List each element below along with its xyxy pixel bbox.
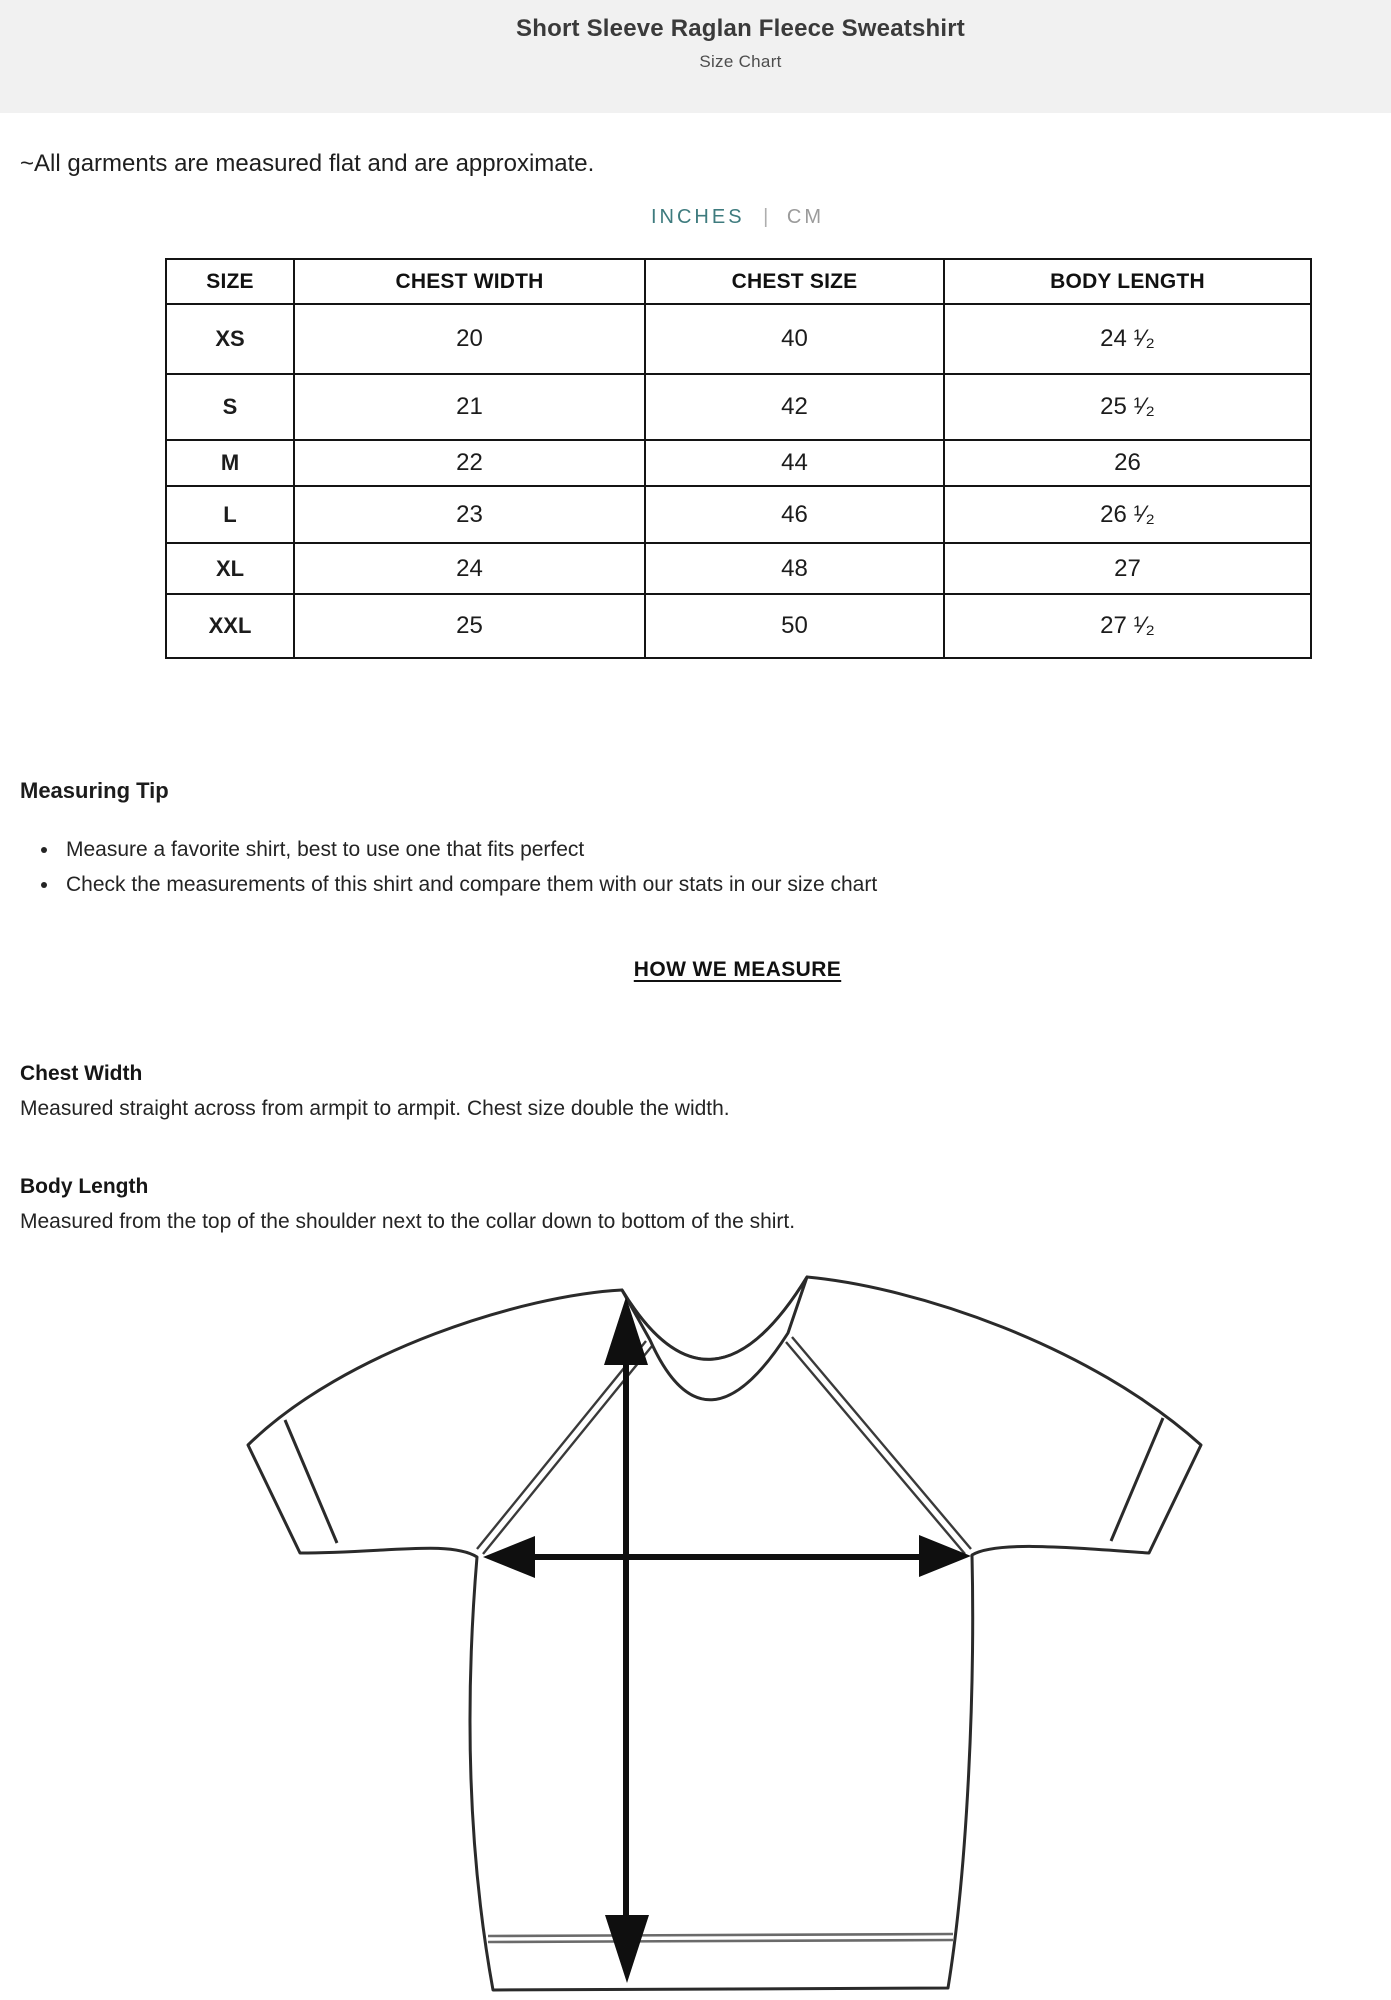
cell-chest-width: 20 (294, 304, 645, 374)
raglan-sweatshirt-diagram (185, 1265, 1245, 2000)
col-header-chest-width: CHEST WIDTH (294, 259, 645, 304)
cell-chest-size: 42 (645, 374, 944, 440)
raglan-sweatshirt-outline (248, 1277, 1201, 1990)
header-bar (0, 0, 1391, 113)
measuring-tip-heading: Measuring Tip (20, 778, 169, 803)
table-row (166, 440, 1311, 486)
cell-chest-size: 44 (645, 440, 944, 486)
measuring-tip-item: • Check the measurements of this shirt and compare them with our stats in our size chart (60, 873, 877, 897)
cell-body-length: 24 ¹⁄₂ (944, 304, 1311, 374)
how-we-measure-heading: HOW WE MEASURE (633, 958, 842, 981)
col-header-chest-size: CHEST SIZE (645, 259, 944, 304)
table-row (166, 486, 1311, 543)
cell-size: S (166, 374, 294, 440)
tab-inches[interactable]: INCHES (650, 206, 745, 228)
measurement-note: ~All garments are measured flat and are approximate. (20, 150, 595, 177)
measuring-tip-list (60, 838, 877, 908)
cell-chest-size: 50 (645, 594, 944, 658)
page-title: Short Sleeve Raglan Fleece Sweatshirt (516, 15, 965, 42)
how-we-measure-section (165, 958, 1310, 982)
col-header-body-length: BODY LENGTH (944, 259, 1311, 304)
col-header-size: SIZE (166, 259, 294, 304)
unit-divider: | (763, 206, 769, 228)
cell-size: M (166, 440, 294, 486)
cell-body-length: 26 ¹⁄₂ (944, 486, 1311, 543)
cell-chest-width: 23 (294, 486, 645, 543)
table-row (166, 543, 1311, 594)
size-table (165, 258, 1312, 659)
cell-chest-width: 24 (294, 543, 645, 594)
tab-cm[interactable]: CM (786, 206, 824, 228)
cell-size: L (166, 486, 294, 543)
cell-chest-size: 46 (645, 486, 944, 543)
cell-chest-size: 48 (645, 543, 944, 594)
chest-width-heading: Chest Width (20, 1062, 143, 1085)
table-row (166, 304, 1311, 374)
body-length-description: Measured from the top of the shoulder next to the collar down to bottom of the shirt. (20, 1210, 796, 1233)
body-length-heading: Body Length (20, 1175, 149, 1198)
table-row (166, 374, 1311, 440)
page-subtitle: Size Chart (699, 52, 782, 71)
unit-toggle (165, 206, 1310, 229)
cell-body-length: 26 (944, 440, 1311, 486)
cell-body-length: 25 ¹⁄₂ (944, 374, 1311, 440)
cell-chest-width: 25 (294, 594, 645, 658)
measuring-tip-item: • Measure a favorite shirt, best to use one that fits perfect (60, 838, 877, 862)
chest-width-description: Measured straight across from armpit to armpit. Chest size double the width. (20, 1097, 730, 1120)
header-inner (90, 15, 1391, 72)
cell-body-length: 27 ¹⁄₂ (944, 594, 1311, 658)
cell-size: XS (166, 304, 294, 374)
cell-size: XXL (166, 594, 294, 658)
table-header-row (166, 259, 1311, 304)
cell-chest-width: 21 (294, 374, 645, 440)
cell-chest-width: 22 (294, 440, 645, 486)
cell-chest-size: 40 (645, 304, 944, 374)
cell-size: XL (166, 543, 294, 594)
cell-body-length: 27 (944, 543, 1311, 594)
table-row (166, 594, 1311, 658)
